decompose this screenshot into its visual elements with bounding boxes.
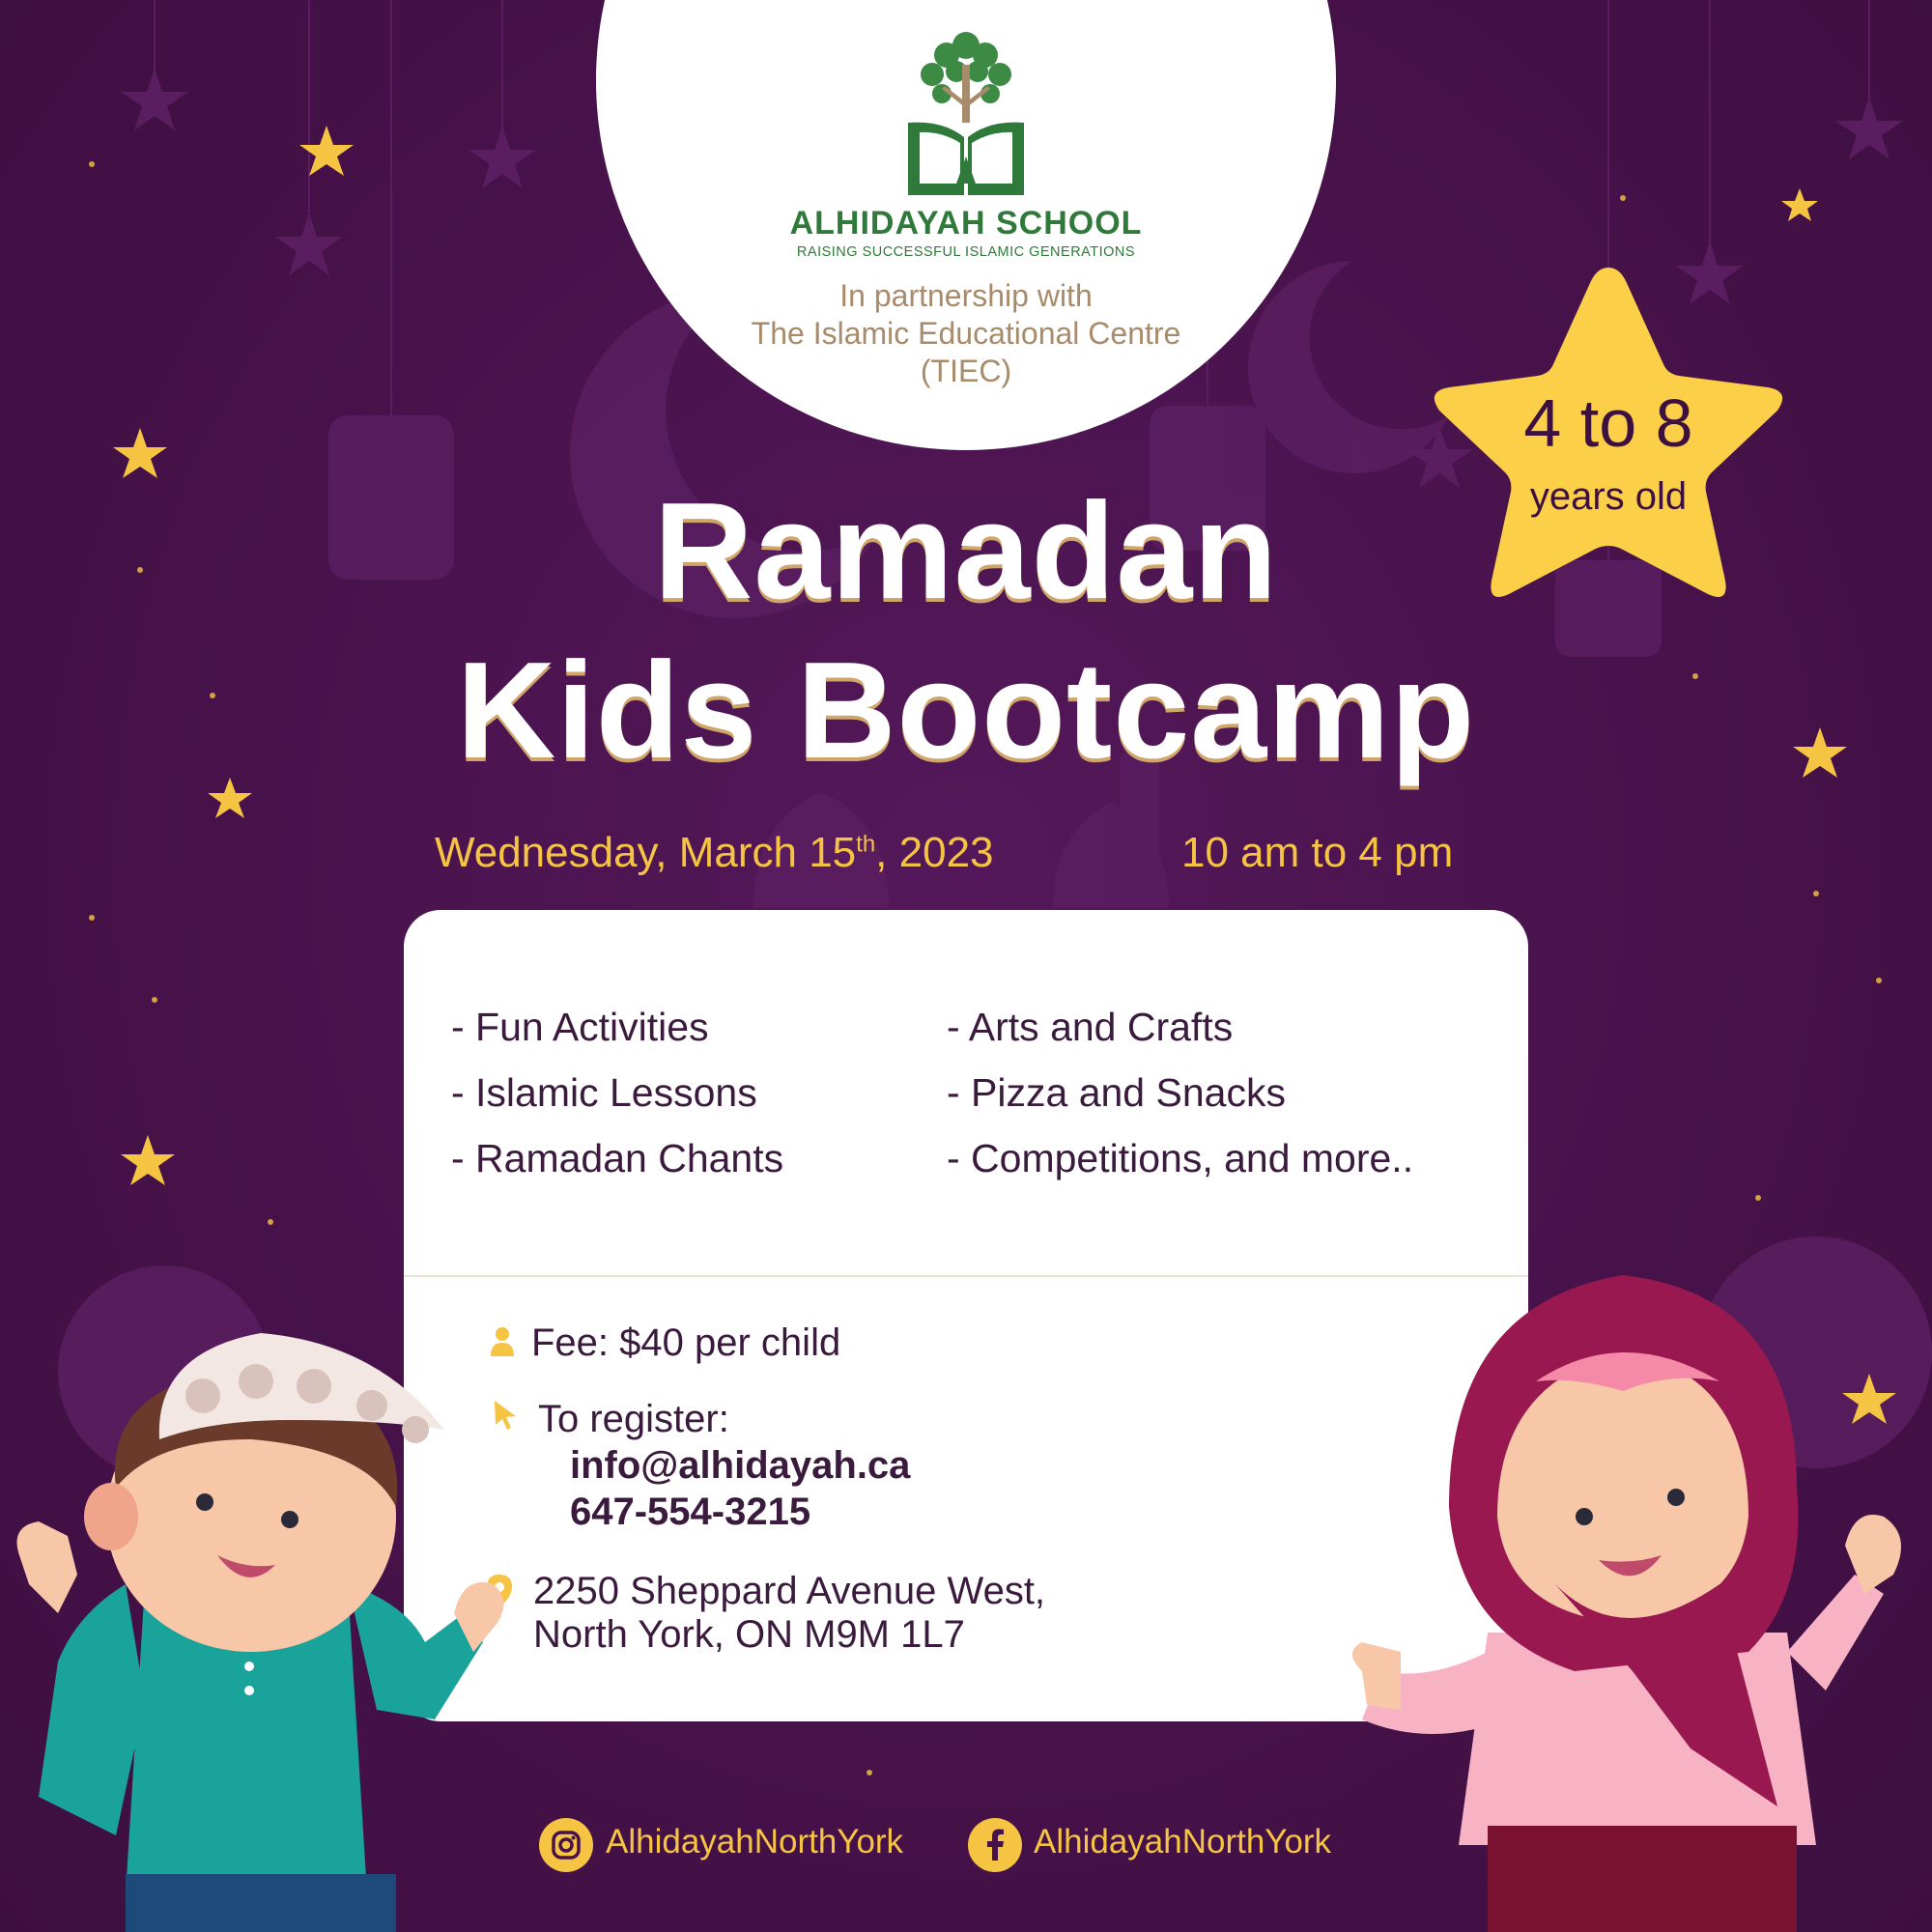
event-time: 10 am to 4 pm [1181,829,1454,876]
activity-item: - Arts and Crafts [947,1005,1234,1049]
instagram-icon[interactable] [539,1818,593,1872]
boy-illustration [0,1294,541,1932]
age-unit: years old [1529,475,1688,518]
partner-name: The Islamic Educational Centre [751,316,1181,351]
yellow-star [1793,727,1847,778]
partner-abbreviation: (TIEC) [920,354,1012,388]
event-date [435,829,994,877]
activity-item: - Islamic Lessons [451,1070,757,1115]
yellow-star [113,428,167,478]
event-title-line2: Kids Bootcamp [456,634,1476,787]
activity-item: - Fun Activities [451,1005,709,1049]
yellow-star [299,126,354,176]
partner-intro: In partnership with [839,278,1093,313]
age-range: 4 to 8 [1523,385,1693,461]
register-email-link[interactable]: info@alhidayah.ca [570,1444,911,1487]
event-date-ordinal: th [856,831,876,858]
register-label: To register: [538,1398,729,1440]
event-title-line1: Ramadan [653,474,1279,628]
yellow-star [1781,188,1818,221]
crescent-moon-right [1248,261,1449,473]
facebook-icon[interactable] [968,1818,1022,1872]
activity-item: - Ramadan Chants [451,1136,784,1180]
register-phone-link[interactable]: 647-554-3215 [570,1491,811,1533]
fee-text: Fee: $40 per child [531,1321,841,1364]
event-date-year: , 2023 [875,829,994,876]
address-street: 2250 Sheppard Avenue West, [533,1570,1046,1612]
address-city: North York, ON M9M 1L7 [533,1613,965,1656]
girl-illustration [1343,1265,1932,1932]
facebook-glyph-icon [968,1818,1022,1872]
facebook-handle-link[interactable]: AlhidayahNorthYork [1034,1823,1332,1861]
activity-item: - Pizza and Snacks [947,1070,1286,1115]
instagram-glyph-icon [539,1818,593,1872]
event-date-main: Wednesday, March 15 [435,829,857,876]
yellow-star [208,778,252,818]
school-name: ALHIDAYAH SCHOOL [789,205,1143,242]
tree-book-logo-icon [889,12,1043,205]
activity-item: - Competitions, and more.. [947,1136,1414,1180]
yellow-star [121,1135,175,1185]
instagram-handle-link[interactable]: AlhidayahNorthYork [606,1823,904,1861]
school-tagline: RAISING SUCCESSFUL ISLAMIC GENERATIONS [796,244,1136,260]
